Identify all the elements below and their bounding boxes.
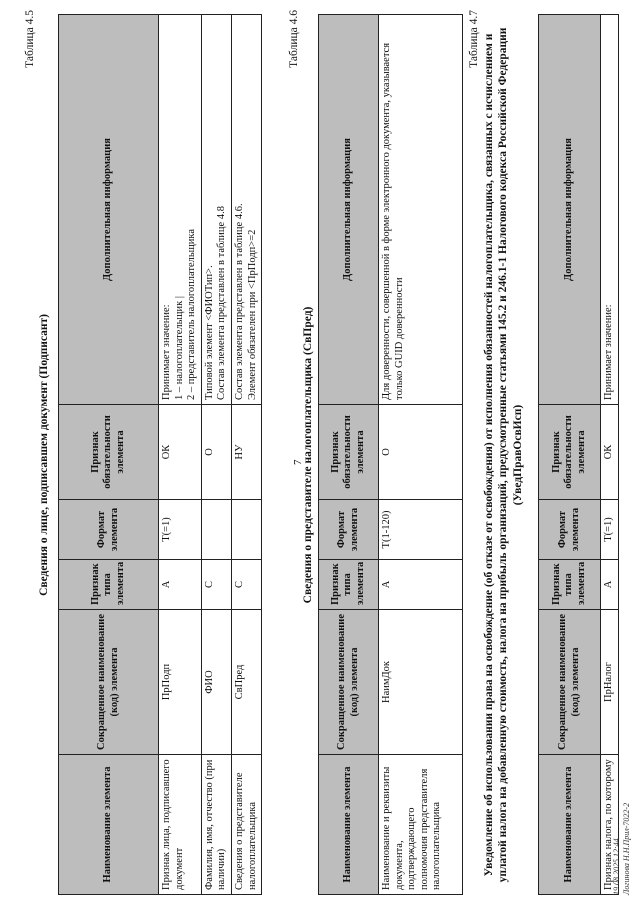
table-4-7 [538, 14, 619, 895]
header-format: Формат элемента [59, 500, 159, 560]
cell-required: О [201, 405, 231, 500]
cell-info [601, 15, 619, 405]
header-format: Формат элемента [539, 500, 601, 560]
cell-type: А [159, 560, 202, 610]
table-4-7-title: Уведомление об использовании права на освобождение (об отказе от освобождения) от исполнения обязанностей налогоплательщика, связанных с исчислением и уплатой налога на добавленную стоимость, налога на прибыль организаций, предусмотренные статьями 145.2 и 246.1-1 Налогового кодекса Российской Федерации (УведПравОсвИсп) [483, 27, 524, 883]
cell-format [231, 500, 261, 560]
header-required: Признак обязательности элемента [59, 405, 159, 500]
cell-code: ПрНалог [601, 610, 619, 755]
table-row [379, 15, 463, 895]
header-code: Сокращенное наименование (код) элемента [59, 610, 159, 755]
cell-required: О [379, 405, 463, 500]
cell-format: T(1-120) [379, 500, 463, 560]
table-row [201, 15, 231, 895]
info-line: Состав элемента представлен в таблице 4.8 [216, 206, 228, 400]
header-name: Наименование элемента [539, 755, 601, 895]
info-line: Элемент обязателен при <ПрПодп>=2 [246, 229, 258, 400]
header-info: Дополнительная информация [319, 15, 379, 405]
header-type: Признак типа элемента [319, 560, 379, 610]
cell-name: Наименование и реквизиты документа, подтверждающего полномочия представителя налогоплательщика [379, 755, 463, 895]
info-line: Типовой элемент <ФИОТип>. [203, 265, 215, 400]
info-line: Для доверенности, совершенной в форме электронного документа, указывается только GUID доверенности [381, 42, 405, 400]
table-row [159, 15, 202, 895]
header-type: Признак типа элемента [539, 560, 601, 610]
info-line: 1 – налогоплательщик | [173, 296, 185, 400]
table-4-5 [58, 14, 262, 895]
header-code: Сокращенное наименование (код) элемента [539, 610, 601, 755]
cell-code: НаимДок [379, 610, 463, 755]
page-number: 7 [292, 459, 304, 465]
table-row [601, 15, 619, 895]
header-info: Дополнительная информация [59, 15, 159, 405]
header-format: Формат элемента [319, 500, 379, 560]
header-type: Признак типа элемента [59, 560, 159, 610]
info-line: Принимает значение: [161, 304, 172, 400]
cell-type: А [601, 560, 619, 610]
cell-info [231, 15, 261, 405]
cell-type: С [201, 560, 231, 610]
cell-name: Признак налога, по которому [601, 755, 619, 895]
cell-required: ОК [159, 405, 202, 500]
header-code: Сокращенное наименование (код) элемента [319, 610, 379, 755]
header-name: Наименование элемента [59, 755, 159, 895]
cell-name: Фамилия, имя, отчество (при наличии) [201, 755, 231, 895]
margin-note-line: Логинова Н.Н.Прил-7022-2 [622, 802, 631, 895]
table-4-6-title: Сведения о представителе налогоплательщика (СвПред) [302, 306, 314, 604]
header-required: Признак обязательности элемента [319, 405, 379, 500]
table-4-6 [318, 14, 463, 895]
header-name: Наименование элемента [319, 755, 379, 895]
cell-info [201, 15, 231, 405]
table-4-6-label: Таблица 4.6 [288, 10, 300, 68]
cell-type: С [231, 560, 261, 610]
info-line: 2 – представитель налогоплательщика [186, 229, 198, 400]
table-4-5-label: Таблица 4.5 [24, 10, 36, 68]
cell-name: Признак лица, подписавшего документ [159, 755, 202, 895]
margin-note [612, 803, 632, 895]
cell-code: СвПред [231, 610, 261, 755]
cell-type: А [379, 560, 463, 610]
table-4-7-label: Таблица 4.7 [468, 10, 480, 68]
info-line: Принимает значение: [603, 304, 614, 400]
cell-format: T(=1) [159, 500, 202, 560]
table-row [231, 15, 261, 895]
cell-info [159, 15, 202, 405]
cell-required: ОК [601, 405, 619, 500]
header-info: Дополнительная информация [539, 15, 601, 405]
cell-code: ФИО [201, 610, 231, 755]
header-required: Признак обязательности элемента [539, 405, 601, 500]
info-line: Состав элемента представлен в таблице 4.6. [233, 203, 245, 400]
cell-name: Сведения о представителе налогоплательщика [231, 755, 261, 895]
cell-code: ПрПодп [159, 610, 202, 755]
cell-info [379, 15, 463, 405]
cell-format: T(=1) [601, 500, 619, 560]
cell-format [201, 500, 231, 560]
table-4-5-title: Сведения о лице, подписавшем документ (Подписант) [38, 314, 50, 596]
margin-note-line: 19.08.2025 12:44 [612, 838, 621, 895]
cell-required: НУ [231, 405, 261, 500]
